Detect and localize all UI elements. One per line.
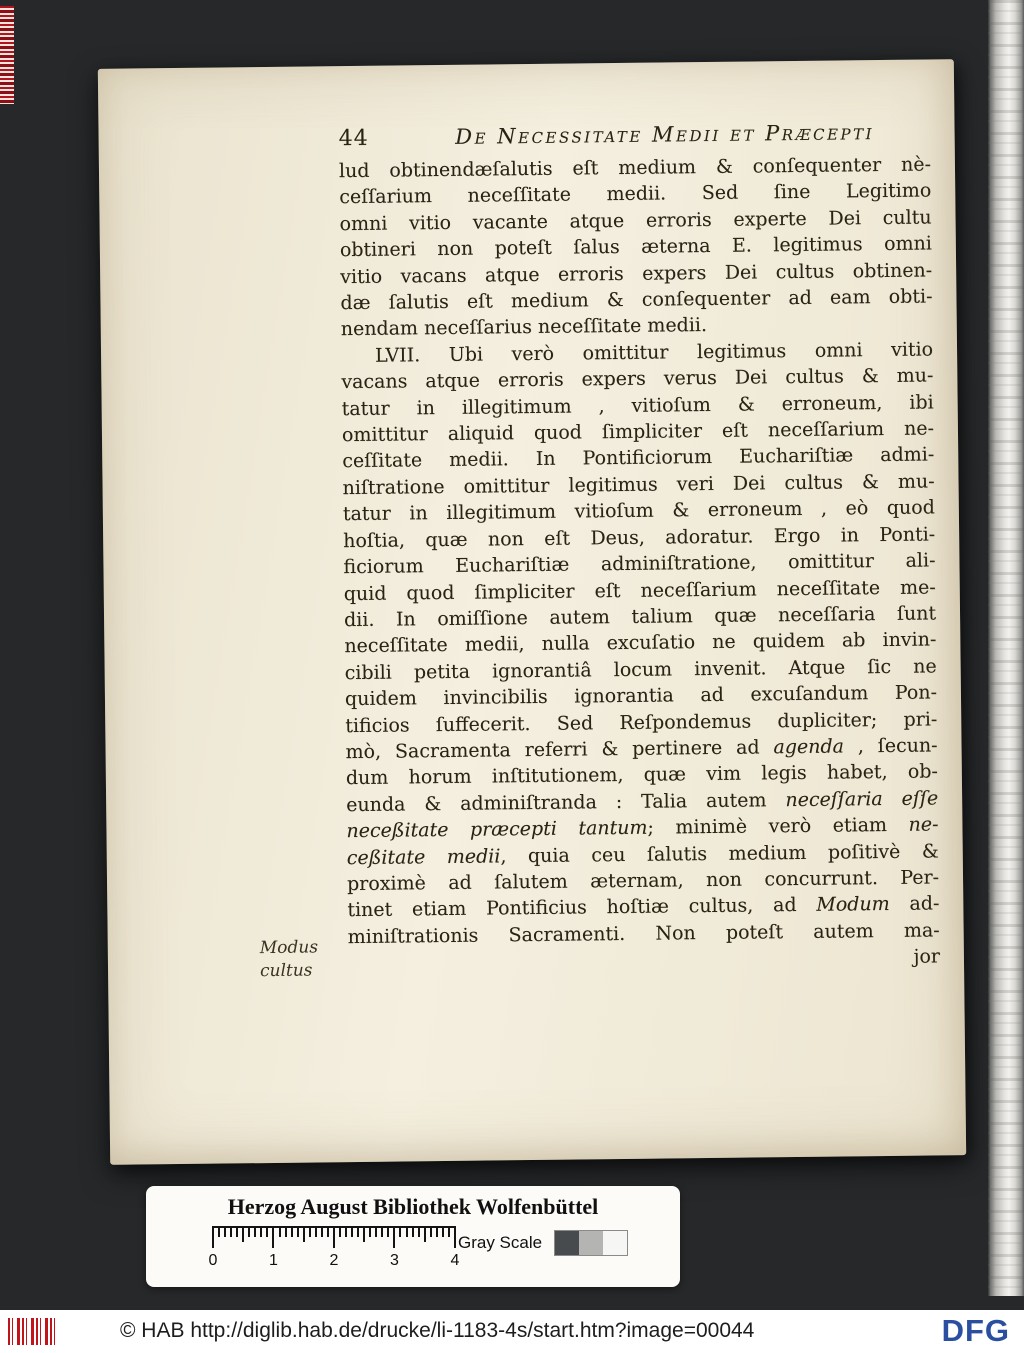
ruler-tick: [297, 1228, 299, 1237]
footer-url: http://diglib.hab.de/drucke/li-1183-4s/start.htm?image=00044: [190, 1319, 755, 1342]
margin-note-line: Modus: [259, 937, 319, 959]
ruler-ticks: [212, 1226, 456, 1248]
text-line: ceſſitate medii. In Pontificiorum Euchariſtiæ admi-: [342, 443, 935, 473]
ruler-tick: [321, 1228, 323, 1237]
gray-swatch: [579, 1231, 603, 1255]
text-line: dii. In omiſſione autem talium quæ neceſſaria ſunt: [343, 602, 937, 632]
text-line: ceßitate medii, quia ceu ſalutis medium poſitivè &: [346, 839, 939, 869]
gray-swatch: [603, 1231, 627, 1255]
book-page: [98, 59, 966, 1165]
ruler-number: 4: [450, 1252, 460, 1269]
ruler-tick: [369, 1228, 371, 1237]
label-card: [146, 1186, 680, 1287]
ruler-tick: [291, 1228, 293, 1237]
ruler-tick: [375, 1228, 377, 1237]
credit-text: © HAB: [120, 1319, 191, 1342]
ruler-tick: [430, 1228, 432, 1237]
gray-scale: [458, 1230, 628, 1256]
ruler-number: 2: [329, 1252, 339, 1269]
ruler-tick: [254, 1228, 256, 1237]
text-line: omni vitio vacante atque erroris experte Dei cultu: [339, 206, 932, 235]
text-line: quid quod ſimpliciter eſt neceſſarium neceſſitate me-: [343, 575, 936, 605]
ruler-tick: [345, 1228, 347, 1237]
text-line: tificios ſuffecerit. Sed Reſpondemus dupliciter; pri-: [345, 707, 938, 737]
text-line: niſtratione omittitur legitimus veri Dei cultus & mu-: [342, 470, 935, 500]
dfg-logo: DFG: [941, 1313, 1010, 1348]
ruler-tick: [242, 1228, 244, 1242]
ruler-tick: [393, 1228, 395, 1248]
ruler-tick: [248, 1228, 250, 1237]
ruler: [208, 1226, 460, 1270]
ruler-tick: [279, 1228, 281, 1237]
ruler-number: 0: [208, 1252, 218, 1269]
text-line: mò, Sacramenta referri & pertinere ad agenda , ſecun-: [345, 734, 938, 764]
page-number: 44: [338, 125, 369, 152]
text-line: omittitur aliquid quod ſimpliciter eſt neceſſarium ne-: [341, 417, 935, 447]
ruler-tick: [412, 1228, 414, 1237]
text-line: dæ ſalutis eſt medium & conſequenter ad eam obti-: [340, 285, 933, 315]
ruler-tick: [327, 1228, 329, 1237]
text-line: cibili petita ignorantiâ locum invenit. Atque ſic ne: [344, 655, 937, 684]
text-line: tatur in illegitimum , vitioſum & erroneum, ibi: [341, 391, 934, 420]
gray-swatch: [555, 1231, 579, 1255]
page-header: [338, 119, 930, 151]
text-line: vitio vacans atque erroris expers Dei cultus obtinen-: [340, 259, 933, 288]
margin-note: [260, 936, 319, 983]
ruler-tick: [260, 1228, 262, 1237]
ruler-tick: [218, 1228, 220, 1237]
text-line: neceßitate præcepti tantum; minimè verò etiam ne-: [346, 813, 939, 843]
text-line: nendam neceſſarius neceſſitate medii.: [340, 314, 708, 341]
ruler-tick: [339, 1228, 341, 1237]
ruler-tick: [333, 1228, 335, 1248]
text-line: eunda & adminiſtranda : Talia autem neceſſaria eſſe: [346, 787, 939, 816]
text-line: quidem invincibilis ignorantia ad excuſandum Pon-: [344, 681, 938, 711]
footer-credit: [120, 1319, 754, 1343]
ruler-tick: [351, 1228, 353, 1237]
text-line: hoſtia, quæ non eſt Deus, adoratur. Ergo in Ponti-: [343, 523, 936, 552]
ruler-numbers: [207, 1252, 461, 1270]
text-line: miniſtrationis Sacramenti. Non poteſt autem ma-: [347, 919, 940, 948]
footer-bar: [0, 1310, 1024, 1353]
ruler-tick: [381, 1228, 383, 1237]
ruler-tick: [454, 1228, 456, 1248]
label-body: [146, 1220, 680, 1280]
body-lines: [339, 151, 940, 976]
gray-scale-label: Gray Scale: [458, 1233, 543, 1252]
calibration-strip-top-icon: [0, 6, 14, 104]
text-line: proximè ad ſalutem æternam, non concurrunt. Per-: [346, 866, 940, 896]
ruler-number: 1: [269, 1252, 278, 1269]
calibration-strip-bottom-icon: [8, 1318, 56, 1345]
ruler-tick: [406, 1228, 408, 1237]
ruler-tick: [418, 1228, 420, 1237]
ruler-tick: [303, 1228, 305, 1242]
text-line: dum horum inſtitutionem, quæ vim legis habet, ob-: [345, 760, 938, 790]
ruler-tick: [363, 1228, 365, 1242]
ruler-tick: [315, 1228, 317, 1237]
text-line: ficiorum Euchariſtiæ adminiſtratione, omittitur ali-: [343, 549, 936, 579]
text-line: jor: [913, 945, 941, 968]
ruler-tick: [357, 1228, 359, 1237]
ruler-tick: [224, 1228, 226, 1237]
ruler-tick: [442, 1228, 444, 1237]
margin-note-line: cultus: [259, 960, 313, 982]
text-line: ceſſarium neceſſitate medii. Sed ſine Legitimo: [339, 179, 932, 209]
ruler-tick: [309, 1228, 311, 1237]
text-line: neceſſitate medii, nulla excuſatio ne quidem ab invin-: [344, 628, 937, 658]
ruler-tick: [236, 1228, 238, 1237]
text-line: vacans atque erroris expers verus Dei cultus & mu-: [341, 364, 934, 394]
ruler-tick: [387, 1228, 389, 1237]
ruler-tick: [285, 1228, 287, 1237]
text-block: [338, 119, 940, 976]
ruler-tick: [230, 1228, 232, 1237]
ruler-tick: [424, 1228, 426, 1242]
text-line: tinet etiam Pontificius hoſtiæ cultus, ad Modum ad-: [347, 892, 940, 922]
gray-swatches: [554, 1230, 628, 1256]
ruler-tick: [399, 1228, 401, 1237]
text-line: obtineri non poteſt ſalus æterna E. legitimus omni: [339, 232, 932, 262]
ruler-number: 3: [390, 1252, 399, 1269]
text-line: LVII. Ubi verò omittitur legitimus omni vitio: [374, 338, 934, 367]
ruler-tick: [272, 1228, 274, 1248]
ruler-tick: [448, 1228, 450, 1237]
label-title: Herzog August Bibliothek Wolfenbüttel: [227, 1194, 599, 1219]
ruler-tick: [266, 1228, 268, 1237]
text-line: lud obtinendæſalutis eſt medium & conſequenter nè-: [338, 153, 932, 183]
ruler-tick: [212, 1228, 214, 1248]
running-title: De Necessitate Medii et Præcepti: [455, 120, 875, 149]
book-fore-edge: [988, 0, 1024, 1296]
text-line: tatur in illegitimum vitioſum & erroneum , eò quod: [342, 496, 935, 526]
ruler-tick: [436, 1228, 438, 1237]
